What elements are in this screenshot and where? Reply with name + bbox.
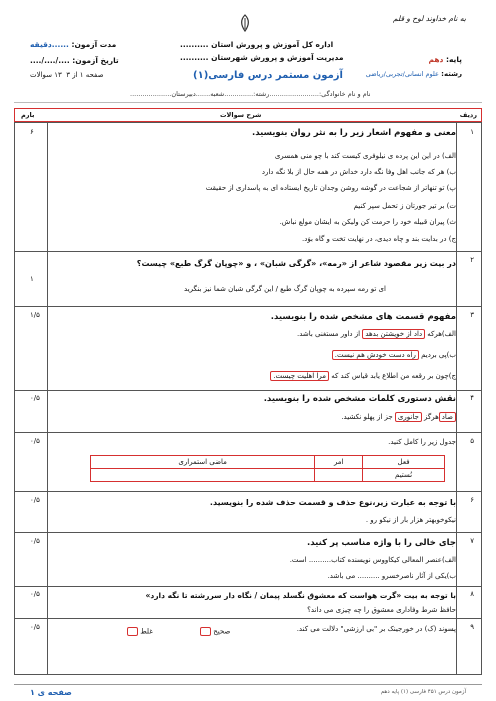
question-number: ۹: [470, 623, 474, 631]
question-line: الف)عنصر المعالی کیکاووس نویسنده کتاب.......... است.: [289, 556, 456, 564]
highlighted-phrase: داد از خویشتن بدهد: [362, 329, 425, 339]
emblem-icon: [236, 14, 254, 32]
footer-page: صفحه ی ۱: [30, 688, 72, 697]
highlighted-phrase: راه دست خودش هم نیست.: [332, 350, 419, 360]
highlighted-word: صاد: [439, 412, 456, 422]
score-column-divider: [47, 123, 48, 674]
row-divider: [14, 432, 482, 433]
question-number: ۵: [470, 437, 474, 445]
question-line: پ) تو تنهاتر از شجاعت در گوشه روشن وجدان تاریخ ایستاده ای به پاسداری از حقیقت: [205, 184, 456, 192]
row-column-divider: [456, 123, 457, 674]
table-row: [91, 456, 445, 469]
question-score: ۰/۵: [30, 437, 40, 445]
column-header: [14, 108, 482, 122]
question-line: ت) بر تیر جورتان ز تحمل سپر کنیم: [353, 202, 456, 210]
table-cell[interactable]: [91, 469, 315, 482]
highlighted-phrase: مرا اهلیت چیست.: [270, 371, 329, 381]
question-number: ۴: [470, 394, 474, 402]
question-number: ۱: [470, 128, 474, 136]
question-title: معنی و مفهوم اشعار زیر را به نثر روان بنویسید.: [251, 128, 456, 138]
row-divider: [14, 532, 482, 533]
table-head-cell: ماضی استمراری: [91, 456, 315, 469]
question-title: در بیت زیر مقصود شاعر از «رمه»، «گرگی شبان» ، و «چوپان گرگ طبع» چیست؟: [136, 259, 456, 268]
verb-table: [90, 455, 445, 482]
question-line: الف) در این این پرده ی نیلوفری کیست کند با چو منی همسری: [274, 152, 456, 160]
question-score: ۱: [30, 275, 34, 283]
question-line: ج)چون بر رقعه من اطلاع یابد قیاس کند که مرا اهلیت چیست.: [270, 372, 456, 380]
question-title: نقش دستوری کلمات مشخص شده را بنویسید.: [263, 394, 456, 404]
exam-date: تاریخ آزمون: ..../..../....: [30, 56, 119, 65]
row-divider: [14, 390, 482, 391]
question-line: ب) هر که جانب اهل وفا نگه دارد خداش در همه حال از بلا نگه دارد: [261, 168, 456, 176]
question-score: ۰/۵: [30, 623, 40, 631]
question-line: ای تو رمه سپرده به چوپان گرگ طبع / این گرگی شبان شما نیز بنگرید: [184, 285, 386, 293]
question-score: ۱/۵: [30, 311, 40, 319]
org-line-2: مدیریت آموزش و پرورش شهرستان ..........: [180, 53, 344, 62]
question-score: ۰/۵: [30, 394, 40, 402]
header-divider: [14, 102, 482, 103]
footer-note: آزمون درس ۴۵۱ فارسی (۱) پایه دهم: [380, 689, 466, 695]
question-title: با توجه به عبارت زیر،نوع حذف و قسمت حذف شده را بنویسید.: [209, 498, 456, 507]
question-line: صادهرگز جانوری جز از پهلو نکشید.: [341, 413, 456, 421]
col-row: ردیف: [459, 111, 477, 119]
question-line: ج) در بدایت بند و چاه دیدی، در نهایت تخت و گاه بوَد.: [302, 235, 456, 243]
field: رشته: علوم انسانی/تجربی/ریاضی: [365, 70, 462, 78]
question-line: پسوند (ک) در خورجینک بر "بی ارزشی" دلالت می کند.: [296, 625, 456, 633]
question-number: ۷: [470, 537, 474, 545]
true-option[interactable]: صحیح: [200, 627, 230, 636]
org-line-1: اداره کل آموزش و پرورش استان ..........: [180, 40, 334, 49]
question-score: ۰/۵: [30, 496, 40, 504]
question-line: نیکوخوبهتر هزار بار از نیکو رو .: [365, 516, 456, 524]
row-divider: [14, 306, 482, 307]
page-info: صفحه ۱ از ۳ ۱۳ سوالات: [30, 71, 104, 79]
question-title: مفهوم قسمت های مشخص شده را بنویسید.: [270, 312, 456, 322]
question-title: جای خالی را با واژه مناسب پر کنید.: [306, 538, 456, 548]
question-line: ب)پی بردیم راه دست خودش هم نیست.: [332, 351, 456, 359]
row-divider: [14, 491, 482, 492]
table-row: [91, 469, 445, 482]
question-score: ۰/۵: [30, 590, 40, 598]
question-title: جدول زیر را کامل کنید.: [388, 438, 456, 446]
question-line: الف)هرکه داد از خویشتن بدهد از داور مستغنی باشد.: [296, 330, 456, 338]
footer-divider: [14, 684, 482, 685]
table-head-cell: امر: [315, 456, 363, 469]
question-line: ث) پیران قبیله خود را حرمت کن ولیکن به ایشان مولع نباش.: [279, 218, 456, 226]
question-number: ۲: [470, 256, 474, 264]
col-desc: شرح سوالات: [220, 111, 262, 119]
duration: مدت آزمون: ......دقیقه: [30, 40, 117, 49]
exam-title: آزمون مستمر درس فارسی(۱): [193, 70, 343, 81]
true-checkbox[interactable]: [200, 627, 211, 636]
question-number: ۳: [470, 311, 474, 319]
col-score: بارم: [21, 111, 35, 119]
table-cell[interactable]: [315, 469, 363, 482]
basmala: به نام خداوند لوح و قلم: [392, 14, 466, 23]
question-score: ۰/۵: [30, 537, 40, 545]
question-number: ۸: [470, 590, 474, 598]
highlighted-word: جانوری: [395, 412, 422, 422]
false-option[interactable]: غلط: [127, 627, 153, 636]
grade: پایه: دهم: [428, 55, 462, 64]
row-divider: [14, 586, 482, 587]
question-number: ۶: [470, 496, 474, 504]
false-checkbox[interactable]: [127, 627, 138, 636]
question-score: ۶: [30, 128, 34, 136]
question-title: با توجه به بیت «گرت هواست که معشوق نگسلد پیمان / نگاه دار سررشته تا نگه دارد»: [145, 591, 456, 600]
row-divider: [14, 618, 482, 619]
table-cell: نُستیم: [363, 469, 445, 482]
question-line: حافظ شرط وفاداری معشوق را چه چیزی می داند؟: [307, 606, 456, 614]
row-divider: [14, 251, 482, 252]
table-head-cell: فعل: [363, 456, 445, 469]
question-line: ب)یکی از آثار ناصرخسرو .......... می باشد.: [327, 572, 456, 580]
student-info-line: نام و نام خانوادگی:........................رشته:..............شعبه.......دبیرستان....................: [130, 90, 371, 98]
